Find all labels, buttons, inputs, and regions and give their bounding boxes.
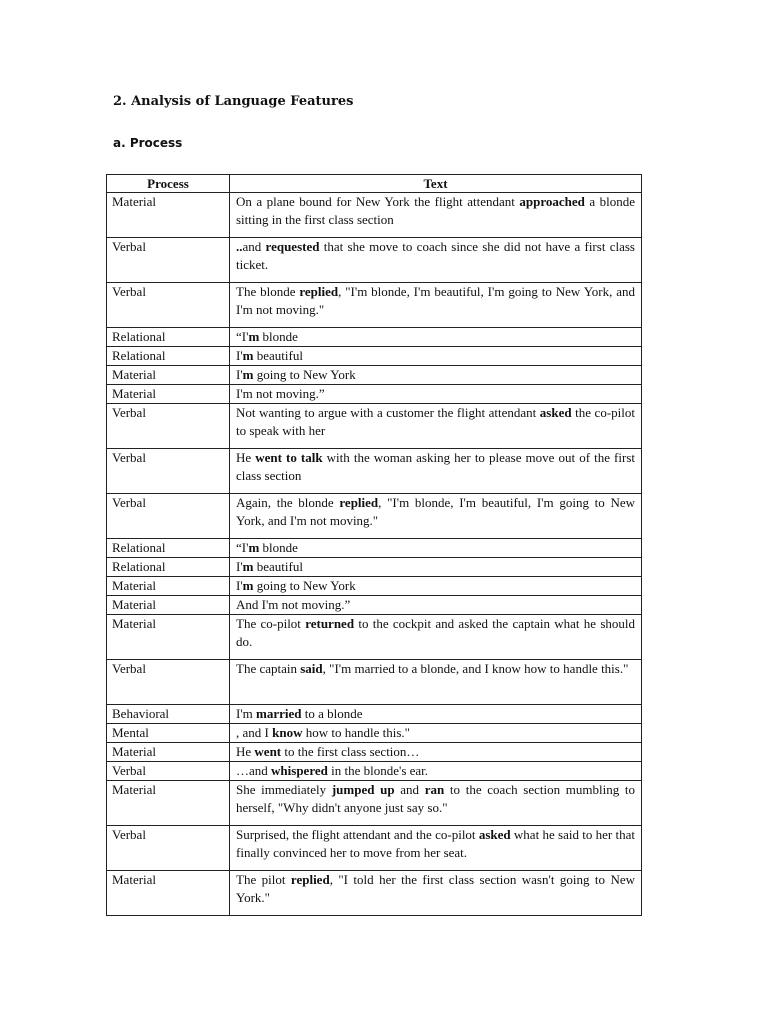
text-cell: Not wanting to argue with a customer the flight attendant asked the co-pilot to speak with her bbox=[230, 404, 642, 449]
table-row bbox=[107, 615, 642, 660]
text-cell: He went to the first class section… bbox=[230, 743, 642, 762]
process-cell: Verbal bbox=[107, 494, 230, 539]
process-cell: Material bbox=[107, 385, 230, 404]
text-cell: I'm going to New York bbox=[230, 577, 642, 596]
table-row bbox=[107, 193, 642, 238]
process-cell: Relational bbox=[107, 558, 230, 577]
section-heading: 2. Analysis of Language Features bbox=[113, 94, 354, 109]
table-row bbox=[107, 283, 642, 328]
table-row bbox=[107, 385, 642, 404]
process-cell: Relational bbox=[107, 539, 230, 558]
process-cell: Material bbox=[107, 615, 230, 660]
process-cell: Verbal bbox=[107, 449, 230, 494]
table-row bbox=[107, 826, 642, 871]
text-cell: And I'm not moving.” bbox=[230, 596, 642, 615]
table-row bbox=[107, 558, 642, 577]
text-cell: Surprised, the flight attendant and the co-pilot asked what he said to her that finally convinced her to move from her seat. bbox=[230, 826, 642, 871]
header-text: Text bbox=[230, 175, 642, 193]
text-cell: “I'm blonde bbox=[230, 328, 642, 347]
process-cell: Material bbox=[107, 871, 230, 916]
process-cell: Material bbox=[107, 366, 230, 385]
table-row bbox=[107, 366, 642, 385]
table-row bbox=[107, 596, 642, 615]
table-row bbox=[107, 871, 642, 916]
table-row bbox=[107, 347, 642, 366]
table-row bbox=[107, 781, 642, 826]
subsection-heading: a. Process bbox=[113, 136, 183, 150]
text-cell: …and whispered in the blonde's ear. bbox=[230, 762, 642, 781]
process-cell: Verbal bbox=[107, 238, 230, 283]
text-cell: He went to talk with the woman asking her to please move out of the first class section bbox=[230, 449, 642, 494]
text-cell: I'm not moving.” bbox=[230, 385, 642, 404]
process-cell: Verbal bbox=[107, 826, 230, 871]
text-cell: I'm going to New York bbox=[230, 366, 642, 385]
text-cell: I'm beautiful bbox=[230, 347, 642, 366]
table-row bbox=[107, 724, 642, 743]
table-row bbox=[107, 762, 642, 781]
table-row bbox=[107, 743, 642, 762]
process-cell: Material bbox=[107, 596, 230, 615]
process-cell: Relational bbox=[107, 347, 230, 366]
text-cell: Again, the blonde replied, "I'm blonde, I'm beautiful, I'm going to New York, and I'm not moving." bbox=[230, 494, 642, 539]
text-cell: The co-pilot returned to the cockpit and asked the captain what he should do. bbox=[230, 615, 642, 660]
text-cell: The captain said, "I'm married to a blonde, and I know how to handle this." bbox=[230, 660, 642, 705]
text-cell: ..and requested that she move to coach since she did not have a first class ticket. bbox=[230, 238, 642, 283]
text-cell: The blonde replied, "I'm blonde, I'm beautiful, I'm going to New York, and I'm not moving." bbox=[230, 283, 642, 328]
process-table bbox=[106, 174, 642, 916]
process-cell: Material bbox=[107, 743, 230, 762]
process-cell: Mental bbox=[107, 724, 230, 743]
process-cell: Relational bbox=[107, 328, 230, 347]
table-row bbox=[107, 328, 642, 347]
text-cell: I'm beautiful bbox=[230, 558, 642, 577]
process-cell: Material bbox=[107, 781, 230, 826]
table-row bbox=[107, 449, 642, 494]
process-cell: Verbal bbox=[107, 660, 230, 705]
text-cell: , and I know how to handle this." bbox=[230, 724, 642, 743]
table-row bbox=[107, 577, 642, 596]
text-cell: The pilot replied, "I told her the first class section wasn't going to New York." bbox=[230, 871, 642, 916]
text-cell: “I'm blonde bbox=[230, 539, 642, 558]
text-cell: I'm married to a blonde bbox=[230, 705, 642, 724]
process-cell: Verbal bbox=[107, 762, 230, 781]
table-row bbox=[107, 404, 642, 449]
process-cell: Material bbox=[107, 577, 230, 596]
process-cell: Verbal bbox=[107, 283, 230, 328]
table-header-row bbox=[107, 175, 642, 193]
header-process: Process bbox=[107, 175, 230, 193]
process-cell: Behavioral bbox=[107, 705, 230, 724]
text-cell: On a plane bound for New York the flight attendant approached a blonde sitting in the first class section bbox=[230, 193, 642, 238]
table-body bbox=[107, 193, 642, 916]
process-cell: Material bbox=[107, 193, 230, 238]
process-cell: Verbal bbox=[107, 404, 230, 449]
text-cell: She immediately jumped up and ran to the coach section mumbling to herself, "Why didn't anyone just say so." bbox=[230, 781, 642, 826]
table-row bbox=[107, 539, 642, 558]
table-row bbox=[107, 660, 642, 705]
table-row bbox=[107, 238, 642, 283]
table-row bbox=[107, 705, 642, 724]
table-row bbox=[107, 494, 642, 539]
